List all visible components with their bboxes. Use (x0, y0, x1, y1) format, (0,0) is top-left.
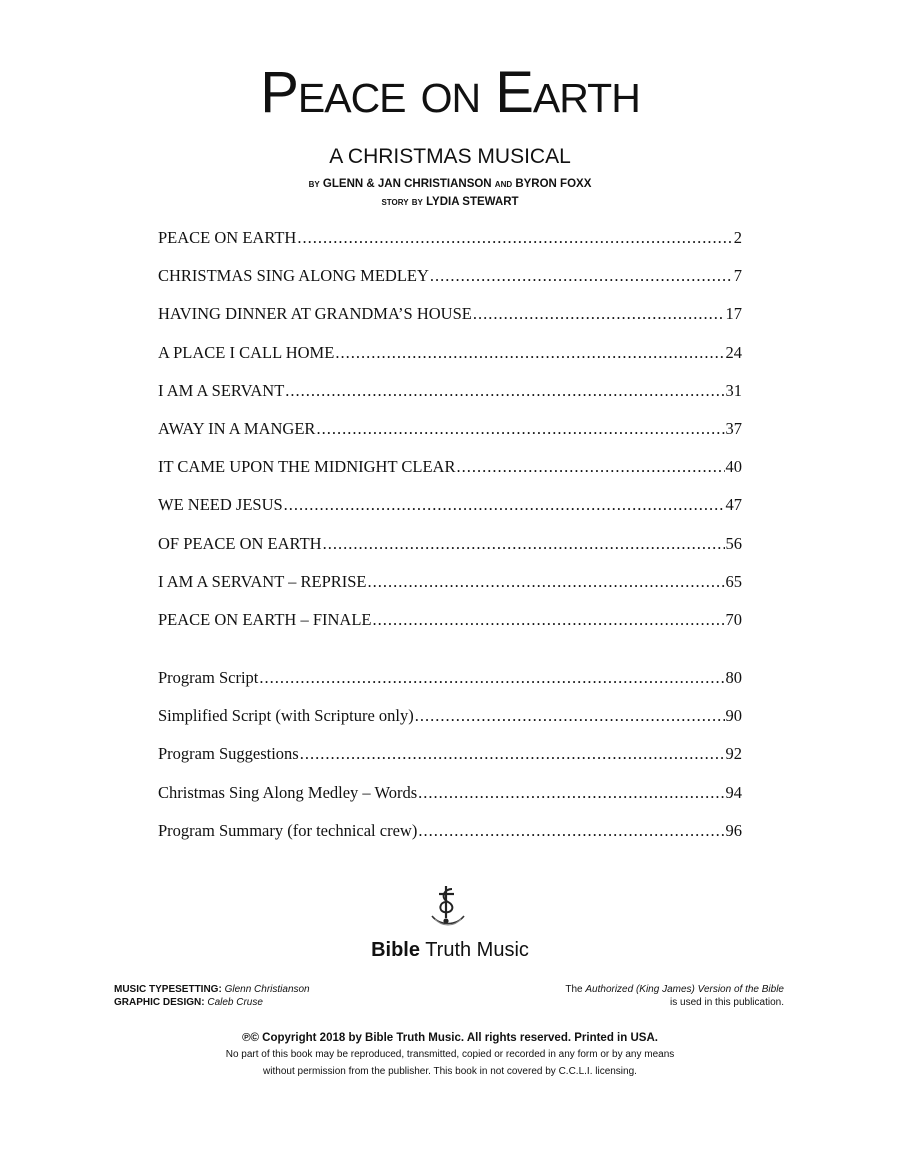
toc-entry (158, 265, 742, 303)
toc-entry-title: WE NEED JESUS (158, 495, 283, 515)
toc-entry-title: Simplified Script (with Scripture only) (158, 706, 414, 726)
toc-entry-title: PEACE ON EARTH (158, 228, 297, 247)
toc-entry-page: 24 (725, 342, 742, 362)
toc-entry-page: 40 (725, 457, 742, 477)
toc-entry (158, 667, 742, 705)
toc-entry-title: I AM A SERVANT – REPRISE (158, 571, 367, 591)
production-credits (114, 983, 310, 1009)
dot-leader (335, 342, 724, 364)
toc-entry (158, 782, 742, 820)
toc-entry-page: 17 (725, 304, 742, 324)
toc-entry-title: OF PEACE ON EARTH (158, 533, 322, 553)
toc-entry-page: 70 (725, 609, 742, 629)
toc-entry-title: HAVING DINNER AT GRANDMA’S HOUSE (158, 304, 472, 324)
dot-leader (323, 533, 725, 555)
dot-leader (456, 456, 724, 478)
toc-entry (158, 380, 742, 418)
page-title: Peace on Earth (260, 60, 640, 125)
publisher-name-rest: Truth Music (425, 939, 529, 961)
toc-entry-title: AWAY IN A MANGER (158, 418, 316, 438)
toc-entry-title: Program Summary (for technical crew) (158, 820, 418, 840)
toc-entry (158, 303, 742, 341)
dot-leader (368, 571, 725, 593)
toc-entry (158, 456, 742, 494)
design-name: Caleb Cruse (207, 997, 263, 1008)
toc-entry-page: 2 (733, 228, 742, 247)
dot-leader (430, 265, 733, 287)
dot-leader (297, 227, 732, 249)
authors-credit: by GLENN & JAN CHRISTIANSON and BYRON FOXX (308, 178, 592, 190)
toc-entry-page: 96 (725, 820, 742, 840)
toc-entry-title: IT CAME UPON THE MIDNIGHT CLEAR (158, 457, 456, 477)
typesetting-label: MUSIC TYPESETTING: (114, 984, 222, 995)
toc-entry-page: 47 (725, 495, 742, 515)
toc-entry-page: 7 (733, 266, 742, 286)
toc-entry (158, 743, 742, 781)
typesetting-name: Glenn Christianson (224, 984, 310, 995)
toc-entry-title: I AM A SERVANT (158, 380, 285, 400)
publisher-name-bold: Bible (371, 939, 420, 961)
toc-entry-title: CHRISTMAS SING ALONG MEDLEY (158, 266, 429, 286)
toc-entry (158, 227, 742, 265)
version-note-line2: is used in this publication. (670, 997, 784, 1008)
toc-entry (158, 705, 742, 743)
design-label: GRAPHIC DESIGN: (114, 997, 205, 1008)
dot-leader (284, 494, 725, 516)
dot-leader (259, 667, 724, 689)
dot-leader (316, 418, 724, 440)
toc-entry-page: 80 (725, 668, 742, 687)
bible-version-note (565, 983, 784, 1009)
toc-entry (158, 533, 742, 571)
toc-entry (158, 342, 742, 380)
dot-leader (418, 820, 724, 842)
subtitle: A CHRISTMAS MUSICAL (329, 145, 571, 168)
story-credit: story by LYDIA STEWART (381, 196, 519, 208)
version-note-italic: Authorized (King James) Version of the Bible (585, 984, 784, 995)
toc-entry-title: A PLACE I CALL HOME (158, 342, 335, 362)
dot-leader (418, 782, 724, 804)
toc-entry-title: Christmas Sing Along Medley – Words (158, 782, 418, 802)
dot-leader (473, 303, 725, 325)
toc-entry-page: 92 (725, 744, 742, 764)
toc-entry (158, 820, 742, 858)
rights-notice-line2: without permission from the publisher. This book in not covered by C.C.L.I. licensing. (263, 1066, 637, 1077)
copyright-line: ℗© Copyright 2018 by Bible Truth Music. All rights reserved. Printed in USA. (242, 1032, 658, 1044)
extras-contents (158, 667, 742, 858)
toc-entry-title: Program Script (158, 668, 259, 687)
toc-entry-page: 94 (725, 782, 742, 802)
toc-entry-page: 90 (725, 706, 742, 726)
toc-entry (158, 418, 742, 456)
toc-entry-title: Program Suggestions (158, 744, 299, 764)
dot-leader (300, 743, 725, 765)
toc-entry (158, 494, 742, 532)
toc-entry (158, 609, 742, 647)
dot-leader (415, 705, 725, 727)
rights-notice-line1: No part of this book may be reproduced, transmitted, copied or recorded in any form or by any means (225, 1049, 675, 1060)
publisher-logo-icon (426, 880, 470, 930)
publisher-name (0, 937, 900, 963)
dot-leader (285, 380, 724, 402)
songs-contents (158, 227, 742, 647)
toc-entry-page: 65 (725, 571, 742, 591)
toc-entry (158, 571, 742, 609)
toc-entry-page: 37 (725, 418, 742, 438)
toc-entry-title: PEACE ON EARTH – FINALE (158, 609, 372, 629)
version-note-prefix: The (565, 984, 583, 995)
toc-entry-page: 56 (725, 533, 742, 553)
dot-leader (373, 609, 725, 631)
toc-entry-page: 31 (725, 380, 742, 400)
